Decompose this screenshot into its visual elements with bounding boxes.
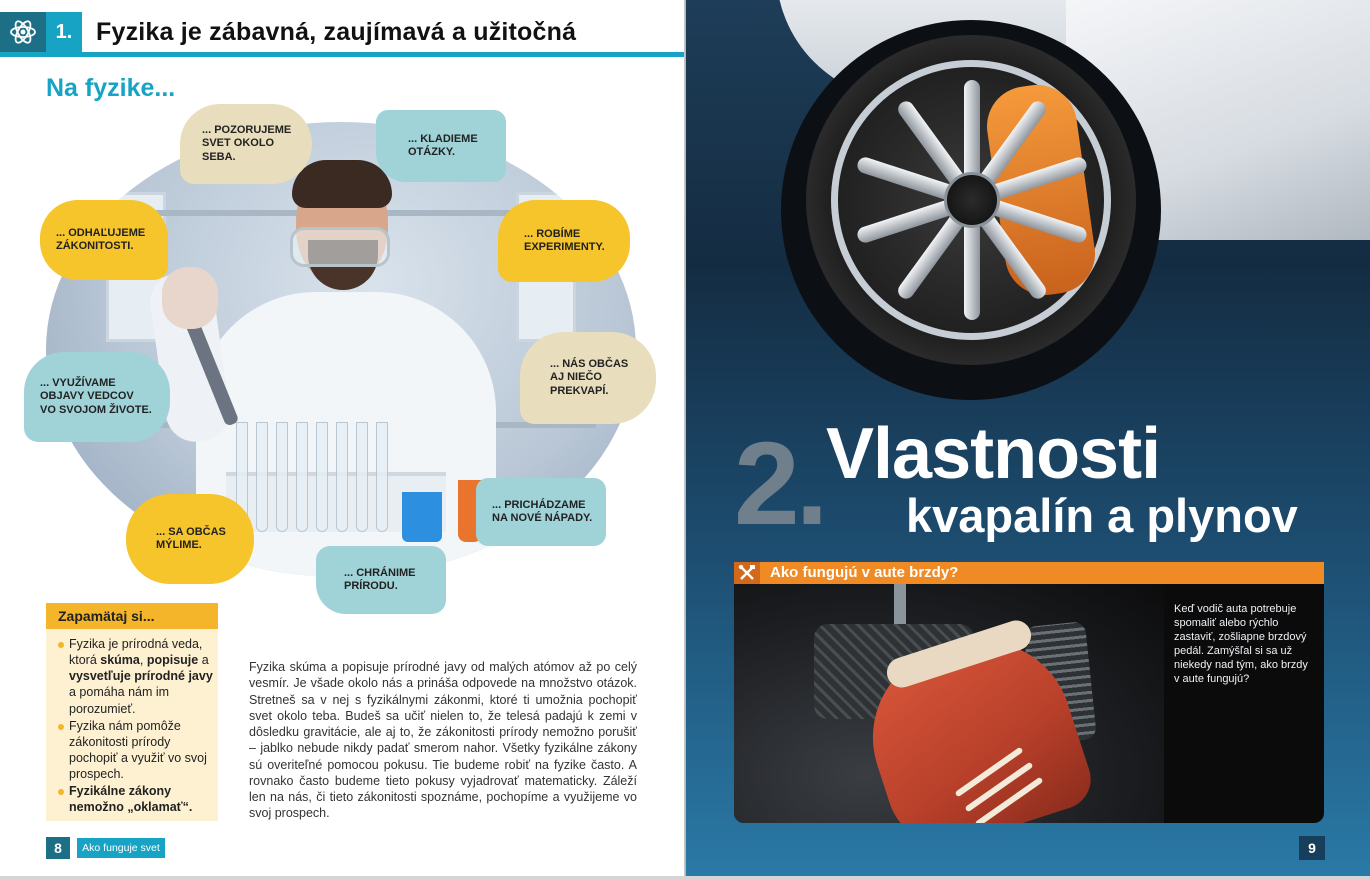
chapter-number-large: 2. (734, 418, 825, 550)
brake-pedal-photo (734, 584, 1324, 823)
test-tube (316, 422, 328, 532)
blue-beaker (402, 492, 442, 542)
test-tube (256, 422, 268, 532)
bubble-observe: ... POZORUJEME SVET OKOLO SEBA. (180, 104, 312, 184)
remember-item-1: Fyzika je prírodná veda, ktorá skúma, popisuje a vysvetľuje prírodné javy a pomáha nám im porozumieť. (58, 636, 214, 717)
chapter-title: Fyzika je zábavná, zaujímavá a užitočná (96, 18, 577, 46)
glove (162, 267, 218, 329)
tools-icon (734, 562, 760, 584)
scientist-hair (292, 160, 392, 208)
question-bar (734, 562, 1324, 584)
bubble-nature: ... CHRÁNIME PRÍRODU. (316, 546, 446, 614)
chapter-header (0, 12, 685, 56)
remember-title: Zapamätaj si... (46, 603, 218, 629)
bubble-use-discoveries: ... VYUŽÍVAME OBJAVY VEDCOV VO SVOJOM ŽIVOTE. (24, 352, 170, 442)
page-number: 9 (1299, 836, 1325, 860)
chapter-number: 1. (46, 12, 82, 52)
bubble-laws: ... ODHAĽUJEME ZÁKONITOSTI. (40, 200, 168, 280)
footer-section-label: Ako funguje svet (77, 838, 165, 858)
remember-item-2: Fyzika nám pomôže zákonitosti prírody pochopiť a využiť vo svoj prospech. (58, 718, 214, 783)
test-tube (376, 422, 388, 532)
section-subtitle: Na fyzike... (46, 74, 176, 102)
bubble-new-ideas: ... PRICHÁDZAME NA NOVÉ NÁPADY. (476, 478, 606, 546)
atom-icon (0, 12, 46, 52)
test-tube (276, 422, 288, 532)
chapter-title-line1: Vlastnosti (826, 414, 1161, 494)
remember-list (58, 636, 214, 816)
safety-goggles (290, 227, 390, 267)
test-tube (336, 422, 348, 532)
remember-box (46, 603, 218, 821)
bubble-mistakes: ... SA OBČAS MÝLIME. (126, 494, 254, 584)
left-page (0, 0, 685, 876)
page-bottom-edge (0, 876, 1370, 880)
test-tube (356, 422, 368, 532)
chapter-rule (0, 52, 685, 57)
bubble-questions: ... KLADIEME OTÁZKY. (376, 110, 506, 182)
body-paragraph: Fyzika skúma a popisuje prírodné javy od malých atómov až po celý vesmír. Je všade okolo nás a prináša odpovede na množstvo otázok. Stretneš sa v nej s fyzikálnymi zákonmi, ktoré ti umožnia pochopiť svet okolo teba. Budeš sa učiť nielen to, že telesá padajú k zemi v dôsledku gravitácie, ale aj to, že zákonitosti prírody nemožno porušiť – jablko nebude nikdy padať smerom nahor. Všetky fyzikálne zákony sú overiteľné pomocou pokusu. Tie budeme robiť na fyzike často. A rovnako často budeme tieto pokusy vyjadrovať matematicky. Záleží len na nás, či tieto zákonitosti spoznáme, pochopíme a využijeme vo svoj prospech. (249, 660, 637, 821)
test-tube (296, 422, 308, 532)
page-number: 8 (46, 837, 70, 859)
question-paragraph: Keď vodič auta potrebuje spomaliť alebo rýchlo zastaviť, zošliapne brzdový pedál. Zamýšľal si sa už niekedy nad tým, ako brzdy v aute fungujú? (1174, 603, 1308, 686)
chapter-title-line2: kvapalín a plynov (906, 489, 1298, 542)
right-page (686, 0, 1370, 876)
question-heading: Ako fungujú v aute brzdy? (770, 564, 959, 581)
remember-item-3: Fyzikálne zákony nemožno „oklamať“. (58, 783, 214, 815)
wheel-hub (944, 172, 1000, 228)
bubble-experiments: ... ROBÍME EXPERIMENTY. (498, 200, 630, 282)
bubble-surprise: ... NÁS OBČAS AJ NIEČO PREKVAPÍ. (520, 332, 656, 424)
